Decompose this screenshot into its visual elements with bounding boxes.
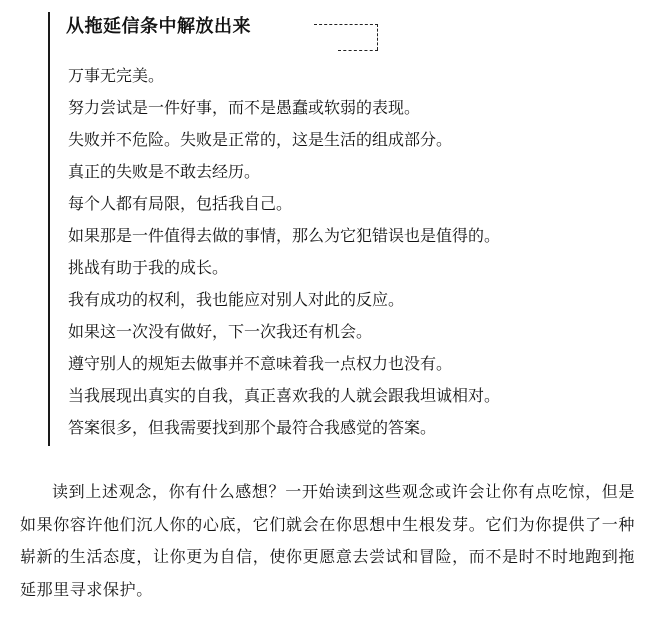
belief-item: 挑战有助于我的成长。 — [68, 258, 229, 277]
belief-list — [68, 60, 500, 444]
belief-item: 遵守别人的规矩去做事并不意味着我一点权力也没有。 — [68, 354, 453, 373]
belief-item: 如果这一次没有做好，下一次我还有机会。 — [68, 322, 373, 341]
sidebar-box — [48, 12, 628, 446]
belief-item: 每个人都有局限，包括我自己。 — [68, 194, 293, 213]
title-dashed-border-top — [314, 24, 378, 25]
box-title: 从拖延信条中解放出来 — [66, 16, 251, 37]
body-paragraph: 读到上述观念，你有什么感想？一开始读到这些观念或许会让你有点吃惊，但是如果你容许他们沉人你的心底，它们就会在你思想中生根发芽。它们为你提供了一种崭新的生活态度，让你更为自信，使你更愿意去尝试和冒险，而不是时不时地跑到拖延那里寻求保护。 — [20, 482, 635, 599]
belief-item: 我有成功的权利，我也能应对别人对此的反应。 — [68, 290, 405, 309]
title-dashed-border-bottom — [338, 50, 378, 51]
belief-item: 失败并不危险。失败是正常的，这是生活的组成部分。 — [68, 130, 453, 149]
belief-item: 努力尝试是一件好事，而不是愚蠢或软弱的表现。 — [68, 98, 421, 117]
title-dashed-border-right — [377, 24, 378, 50]
belief-item: 真正的失败是不敢去经历。 — [68, 162, 261, 181]
belief-item: 答案很多，但我需要找到那个最符合我感觉的答案。 — [68, 418, 437, 437]
belief-item: 如果那是一件值得去做的事情，那么为它犯错误也是值得的。 — [68, 226, 501, 245]
box-left-rule — [48, 12, 50, 446]
belief-item: 当我展现出真实的自我，真正喜欢我的人就会跟我坦诚相对。 — [68, 386, 501, 405]
belief-item: 万事无完美。 — [68, 66, 165, 85]
